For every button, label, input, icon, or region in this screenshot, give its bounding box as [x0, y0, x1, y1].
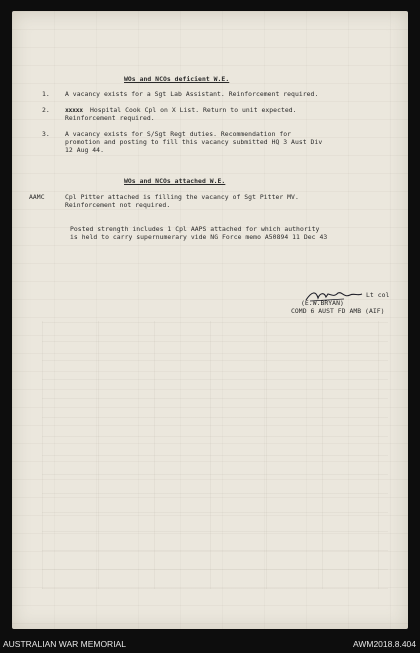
item3-line1: A vacancy exists for S/Sgt Regt duties. Recommendation for [65, 130, 292, 138]
footer-source: AUSTRALIAN WAR MEMORIAL [3, 639, 126, 649]
item2-line2: Reinforcement required. [65, 114, 155, 122]
section2-unit: AAMC [29, 193, 45, 201]
item2-strikeout: xxxxx [65, 106, 83, 114]
signature-rank: Lt col [366, 291, 390, 299]
section2-heading: WOs and NCOs attached W.E. [124, 177, 226, 185]
signature-title: COMD 6 AUST FD AMB (AIF) [291, 307, 385, 315]
section2-line1: Cpl Pitter attached is filling the vacancy of Sgt Pitter MV. [65, 193, 299, 201]
footer-accession-number: AWM2018.8.404 [353, 639, 416, 649]
item1-line1: A vacancy exists for a Sgt Lab Assistant. Reinforcement required. [65, 90, 319, 98]
footer-bar [0, 636, 420, 653]
section2-note-line1: Posted strength includes 1 Cpl AAPS attached for which authority [70, 225, 320, 233]
document-page [12, 11, 408, 629]
item1-number: 1. [42, 90, 50, 98]
item3-line3: 12 Aug 44. [65, 146, 104, 154]
section2-note-line2: is held to carry supernumerary vide NG Force memo A50894 11 Dec 43 [70, 233, 328, 241]
item2-line1: Hospital Cook Cpl on X List. Return to unit expected. [90, 106, 297, 114]
bleed-through-grid [42, 321, 388, 589]
item2-number: 2. [42, 106, 50, 114]
item3-number: 3. [42, 130, 50, 138]
item3-line2: promotion and posting to fill this vacancy submitted HQ 3 Aust Div [65, 138, 323, 146]
section1-heading: WOs and NCOs deficient W.E. [124, 75, 230, 83]
signature-name: (E.W.BRYAN) [301, 299, 344, 307]
section2-line2: Reinforcement not required. [65, 201, 171, 209]
